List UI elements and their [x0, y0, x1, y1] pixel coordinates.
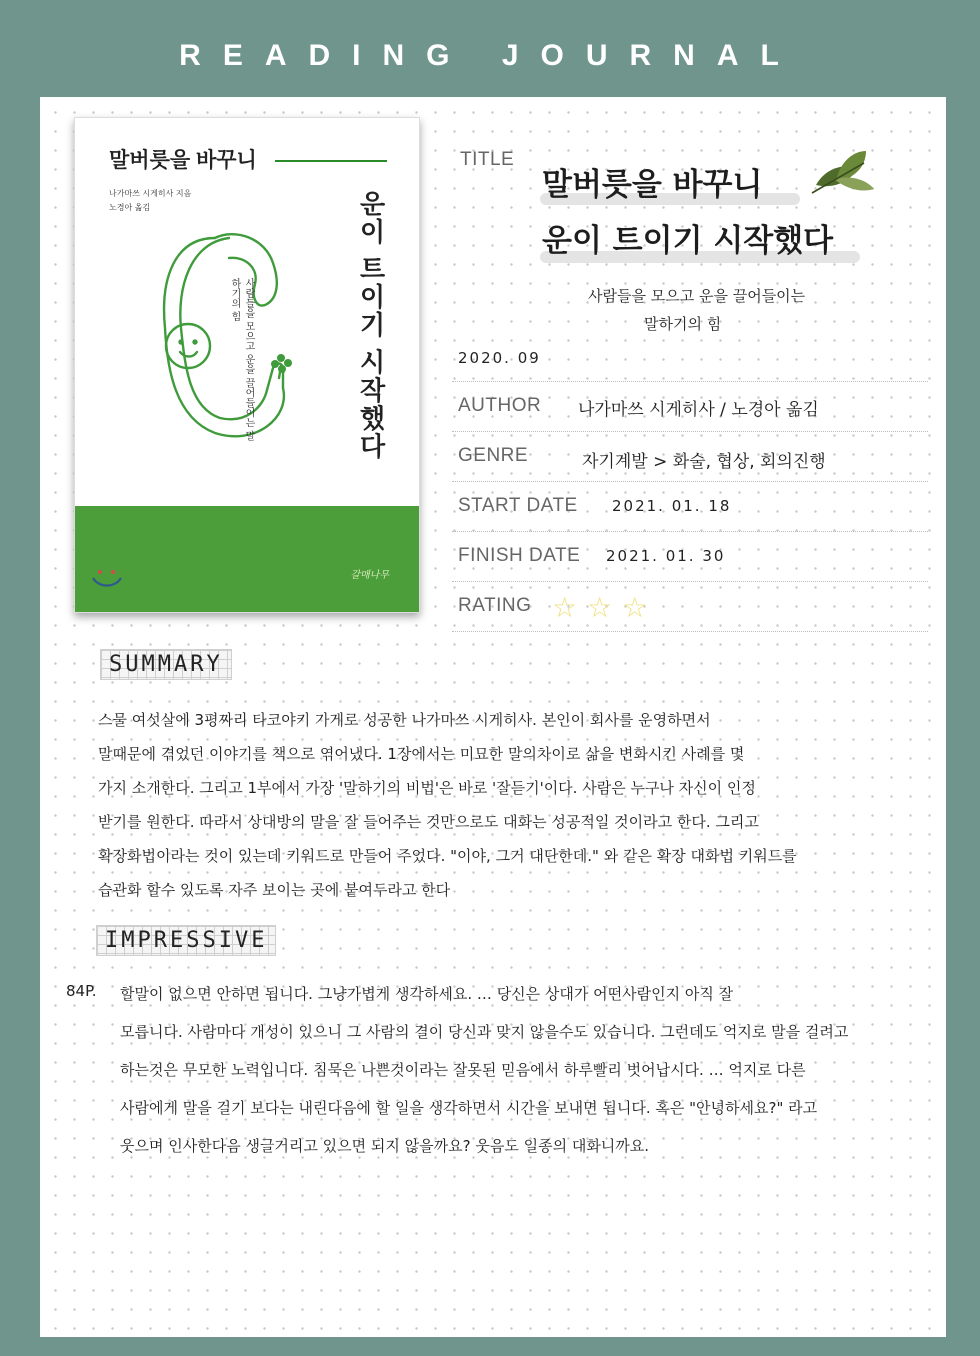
title-label: TITLE — [460, 149, 515, 170]
cover-title: 말버릇을 바꾸니 — [109, 149, 257, 172]
rating-stars — [552, 591, 657, 624]
smile-logo-icon — [89, 566, 125, 592]
cover-subtitle: 사람들을 모으고 운을 끌어들이는 말하기의 힘 — [229, 278, 254, 441]
star-icon: ☆ — [552, 591, 578, 624]
impressive-line: 모릅니다. 사람마다 개성이 있으니 그 사람의 결이 당신과 맞지 않을수도 있습니다. 그런데도 억지로 말을 걸려고 — [120, 1023, 849, 1041]
row-divider — [452, 531, 928, 532]
row-divider — [452, 631, 928, 632]
row-divider — [452, 431, 928, 432]
summary-line: 말때문에 겪었던 이야기를 책으로 엮어냈다. 1장에서는 미묘한 말의차이로 삶을 변화시킨 사례를 몇 — [98, 745, 745, 763]
book-subtitle-line2: 말하기의 힘 — [644, 315, 722, 333]
summary-line: 스물 여섯살에 3평짜리 타코야키 가게로 성공한 나가마쓰 시게히사. 본인이 회사를 운영하면서 — [98, 711, 711, 729]
book-cover — [74, 117, 420, 613]
cover-publisher: 갈매나무 — [350, 570, 389, 581]
row-divider — [452, 381, 928, 382]
summary-line: 확장화법이라는 것이 있는데 키워드로 만들어 주었다. "이야, 그거 대단한데." 와 같은 확장 대화법 키워드를 — [98, 847, 797, 865]
cover-author: 나가마쓰 시게히사 지음 — [109, 189, 192, 198]
row-divider — [452, 581, 928, 582]
rating-label: RATING — [458, 595, 532, 616]
genre-label: GENRE — [458, 445, 529, 466]
genre-value: 자기계발 > 화술, 협상, 회의진행 — [582, 452, 826, 472]
star-icon: ☆ — [587, 591, 613, 624]
summary-line: 가지 소개한다. 그리고 1부에서 가장 '말하기의 비법'은 바로 '잘듣기'이다. 사람은 누구나 자신이 인정 — [98, 779, 756, 797]
cover-translator: 노경아 옮김 — [109, 203, 151, 212]
impressive-line: 할말이 없으면 안하면 됩니다. 그냥가볍게 생각하세요. … 당신은 상대가 어떤사람인지 아직 잘 — [120, 985, 734, 1003]
cover-green-band — [75, 506, 419, 612]
book-subtitle-line1: 사람들을 모으고 운을 끌어들이는 — [588, 287, 806, 305]
summary-text — [98, 703, 938, 907]
author-value: 나가마쓰 시게히사 / 노경아 옮김 — [578, 400, 819, 420]
journal-page — [40, 97, 946, 1337]
summary-line: 받기를 원한다. 따라서 상대방의 말을 잘 들어주는 것만으로도 대화는 성공적일 것이라고 한다. 그리고 — [98, 813, 759, 831]
star-icon: ☆ — [622, 591, 648, 624]
book-title-line1: 말버릇을 바꾸니 — [542, 167, 763, 203]
impressive-line: 하는것은 무모한 노력입니다. 침묵은 나쁜것이라는 잘못된 믿음에서 하루빨리 벗어납시다. … 억지로 다른 — [120, 1061, 806, 1079]
summary-line: 습관화 할수 있도록 자주 보이는 곳에 붙여두라고 한다 — [98, 881, 451, 899]
cover-title-rule — [275, 160, 387, 162]
summary-tag: SUMMARY — [100, 649, 232, 680]
finish-date-value: 2021. 01. 30 — [606, 547, 726, 565]
author-label: AUTHOR — [458, 395, 542, 416]
finish-date-label: FINISH DATE — [458, 545, 581, 566]
impressive-line: 웃으며 인사한다음 생글거리고 있으면 되지 않을까요? 웃음도 일종의 대화니까요. — [120, 1137, 650, 1155]
start-date-value: 2021. 01. 18 — [612, 497, 732, 515]
publication-date: 2020. 09 — [458, 349, 541, 367]
impressive-tag: IMPRESSIVE — [96, 925, 276, 956]
leaf-icon — [806, 145, 878, 205]
cover-vertical-title: 운이 트이기 시작했다 — [356, 190, 386, 461]
journal-header: READING JOURNAL — [179, 39, 801, 72]
impressive-text — [120, 975, 938, 1165]
row-divider — [452, 481, 928, 482]
impressive-line: 사람에게 말을 걸기 보다는 내린다음에 할 일을 생각하면서 시간을 보내면 됩니다. 혹은 "안녕하세요?" 라고 — [120, 1099, 818, 1117]
page-reference: 84P. — [66, 982, 97, 1000]
start-date-label: START DATE — [458, 495, 578, 516]
book-title-line2: 운이 트이기 시작했다 — [542, 223, 834, 259]
